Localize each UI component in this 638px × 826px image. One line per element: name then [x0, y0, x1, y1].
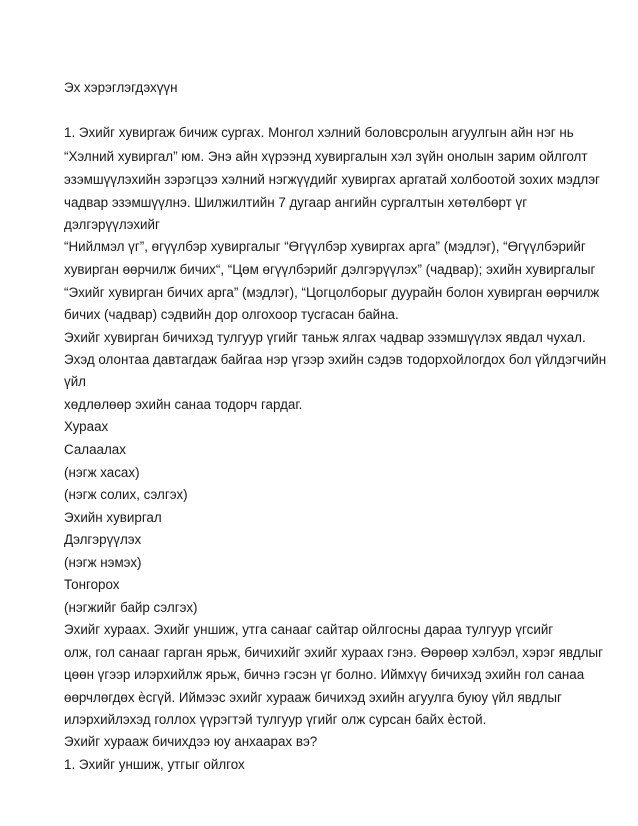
diagram-item: Хураах — [64, 419, 109, 434]
text-line: олж, гол санааг гарган ярьж, бичихийг эхийг хураах гэнэ. Өөрөөр хэлбэл, хэрэг явдлыг — [64, 645, 604, 660]
diagram-item: Эхийн хувиргал — [64, 510, 162, 525]
list-item: 1. Эхийг уншиж, утгыг ойлгох — [64, 757, 245, 772]
text-line: “Хэлний хувиргал” юм. Энэ айн хүрээнд хувиргалын хэл зүйн онолын зарим ойлголт — [64, 149, 588, 164]
diagram-item: (нэгж нэмэх) — [64, 555, 142, 570]
text-line: “Нийлмэл үг”, өгүүлбэр хувиргалыг “Өгүүлбэр хувиргах арга” (мэдлэг), “Өгүүлбэрийг — [64, 239, 586, 254]
text-line: Эхийг хураах. Эхийг уншиж, утга санааг сайтар ойлгосны дараа тулгуур үгсийг — [64, 622, 554, 637]
text-line: хөдлөлөөр эхийн санаа тодорч гардаг. — [64, 397, 303, 412]
text-line: Эхийг хувирган бичихэд тулгуур үгийг таньж ялгах чадвар эзэмшүүлэх явдал чухал. — [64, 330, 586, 345]
text-line: чадвар эзэмшүүлнэ. Шилжилтийн 7 дугаар ангийн сургалтын хөтөлбөрт үг — [64, 195, 528, 210]
section-question: Эхийг хурааж бичихдээ юу анхаарах вэ? — [64, 734, 318, 749]
diagram-item: Дэлгэрүүлэх — [64, 532, 142, 547]
text-line: өөрчлөгдөх ѐсгүй. Иймээс эхийг хурааж бичихэд эхийн агуулга буюу үйл явдлыг — [64, 690, 562, 705]
text-line: эзэмшүүлэхийн зэрэгцээ хэлний нэгжүүдийг хувиргах аргатай холбоотой зохих мэдлэг — [64, 172, 600, 187]
text-line: цөөн үгээр илэрхийлж ярьж, бичнэ гэсэн үг болно. Иймхүү бичихэд эхийн гол санаа — [64, 667, 585, 682]
diagram-item: Тонгорох — [64, 577, 120, 592]
diagram-item: Салаалах — [64, 442, 126, 457]
text-line: илэрхийлэхэд голлох үүрэгтэй тулгуур үгийг олж сурсан байх ѐстой. — [64, 712, 487, 727]
document-title: Эх хэрэглэгдэхүүн — [64, 80, 178, 95]
diagram-item: (нэгж солих, сэлгэх) — [64, 487, 188, 502]
text-line: 1. Эхийг хувиргаж бичиж сургах. Монгол хэлний боловсролын агуулгын айн нэг нь — [64, 125, 574, 140]
text-line: Эхэд олонтаа давтагдаж байгаа нэр үгээр эхийн сэдэв тодорхойлогдох бол үйлдэгчийн — [64, 352, 607, 367]
text-line: дэлгэрүүлэхийг — [64, 217, 160, 232]
text-line: “Эхийг хувирган бичих арга” (мэдлэг), “Цогцолборыг дуурайн болон хувирган өөрчилж — [64, 285, 600, 300]
diagram-item: (нэгж хасах) — [64, 465, 140, 480]
text-line: хувирган өөрчилж бичих“, “Цөм өгүүлбэрийг дэлгэрүүлэх” (чадвар); эхийн хувиргалыг — [64, 262, 596, 277]
diagram-item: (нэгжийг байр сэлгэх) — [64, 600, 198, 615]
text-line: үйл — [64, 374, 86, 389]
text-line: бичих (чадвар) сэдвийн дор олгохоор тусгасан байна. — [64, 307, 399, 322]
